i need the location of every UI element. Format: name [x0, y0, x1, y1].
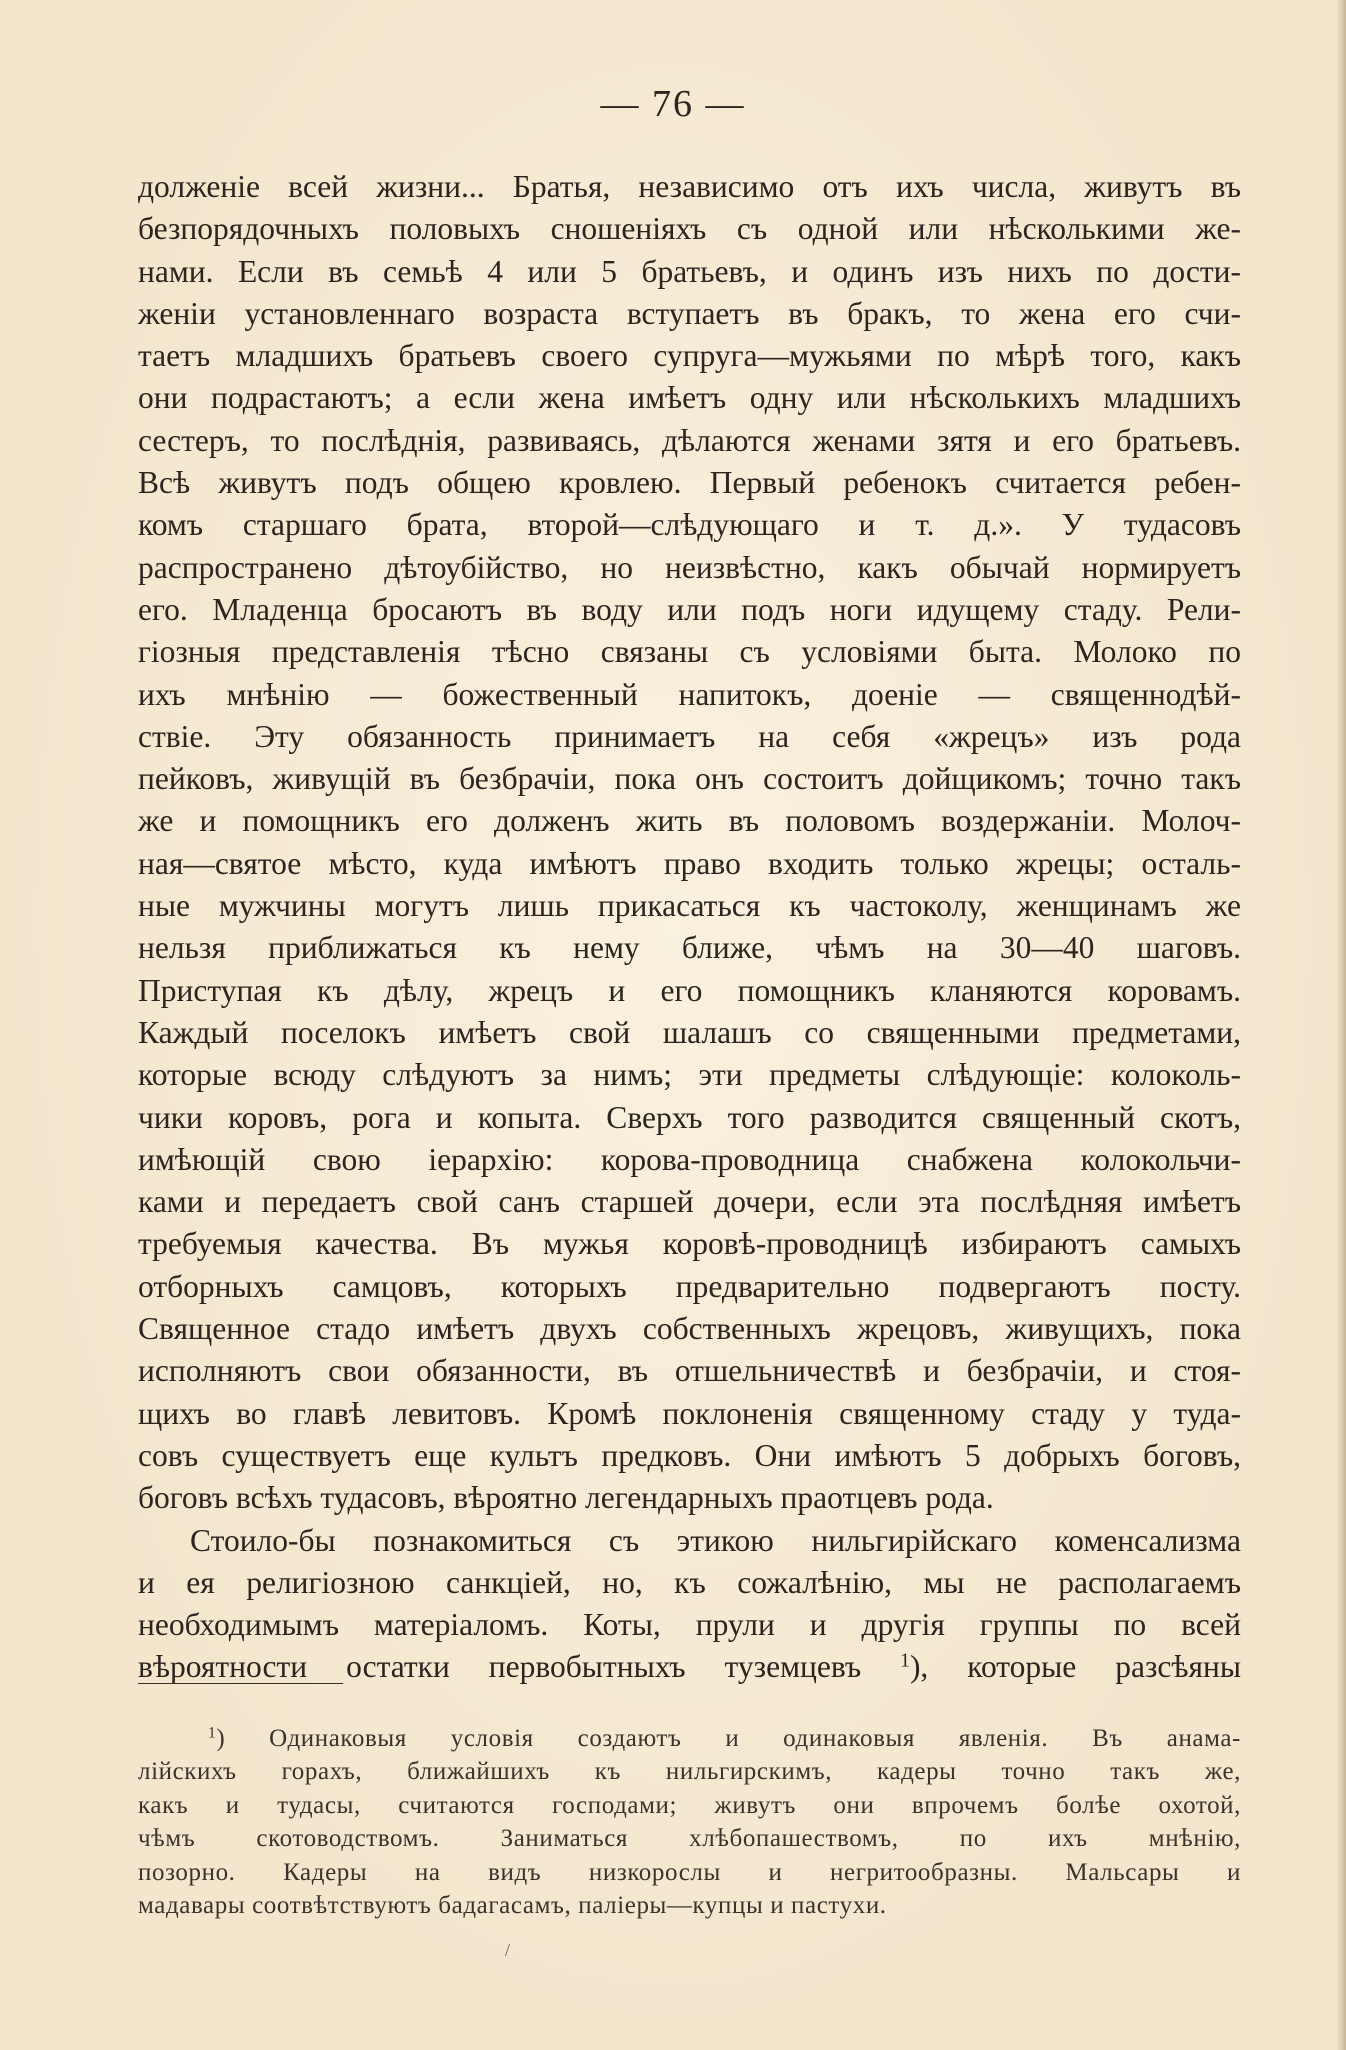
text-line: они подрастаютъ; а если жена имѣетъ одну или нѣсколькихъ младшихъ — [138, 380, 1241, 416]
footnote-line: лійскихъ горахъ, ближайшихъ къ нильгирскимъ, кадеры точно такъ же, — [138, 1758, 1241, 1786]
text-segment: ), которые разсѣяны — [909, 1649, 1242, 1685]
text-line: ихъ мнѣнію — божественный напитокъ, доеніе — священнодѣй- — [138, 676, 1241, 712]
text-line: ные мужчины могутъ лишь прикасаться къ частоколу, женщинамъ же — [138, 888, 1241, 924]
text-line: Всѣ живутъ подъ общею кровлею. Первый ребенокъ считается ребен- — [138, 465, 1241, 501]
text-line: комъ старшаго брата, второй—слѣдующаго и т. д.». У тудасовъ — [138, 507, 1241, 543]
main-text — [138, 166, 1241, 1689]
text-line: которые всюду слѣдуютъ за нимъ; эти предметы слѣдующіе: колоколь- — [138, 1057, 1241, 1093]
text-line: его. Младенца бросаютъ въ воду или подъ ноги идущему стаду. Рели- — [138, 591, 1241, 627]
page-edge-shadow — [1336, 0, 1346, 2050]
text-line: гіозныя представленія тѣсно связаны съ условіями быта. Молоко по — [138, 634, 1241, 670]
text-line: ная—святое мѣсто, куда имѣютъ право входить только жрецы; осталь- — [138, 845, 1241, 881]
footnote-marker: 1 — [208, 1724, 217, 1742]
text-line: чики коровъ, рога и копыта. Сверхъ того разводится священный скотъ, — [138, 1099, 1241, 1135]
text-line: сестеръ, то послѣднія, развиваясь, дѣлаются женами зятя и его братьевъ. — [138, 422, 1241, 458]
footnote-line: мадавары соотвѣтствуютъ бадагасамъ, паліеры—купцы и пастухи. — [138, 1892, 887, 1920]
text-line: исполняютъ свои обязанности, въ отшельничествѣ и безбрачіи, и стоя- — [138, 1353, 1241, 1389]
text-line: щихъ во главѣ левитовъ. Кромѣ поклоненія священному стаду у туда- — [138, 1395, 1241, 1431]
text-line: требуемыя качества. Въ мужья коровѣ-проводницѣ избираютъ самыхъ — [138, 1226, 1241, 1262]
stray-mark: / — [505, 1940, 511, 1960]
footnote-reference: 1 — [900, 1650, 910, 1672]
text-line: Священное стадо имѣетъ двухъ собственныхъ жрецовъ, живущихъ, пока — [138, 1311, 1241, 1347]
footnote-line: какъ и тудасы, считаются господами; живутъ они впрочемъ болѣе охотой, — [138, 1791, 1241, 1819]
page-number: — 76 — — [600, 83, 746, 125]
footnote — [138, 1722, 1241, 1922]
text-line: ками и передаетъ свой санъ старшей дочери, если эта послѣдняя имѣетъ — [138, 1184, 1241, 1220]
text-line: и ея религіозною санкціей, но, къ сожалѣнію, мы не располагаемъ — [138, 1564, 1241, 1600]
text-line: необходимымъ матеріаломъ. Коты, прули и другія группы по всей — [138, 1607, 1241, 1643]
text-line: имѣющій свою іерархію: корова-проводница снабжена колокольчи- — [138, 1141, 1241, 1177]
footnote-line: чѣмъ скотоводствомъ. Заниматься хлѣбопашествомъ, по ихъ мнѣнію, — [138, 1825, 1241, 1853]
text-line: ствіе. Эту обязанность принимаетъ на себя «жрецъ» изъ рода — [138, 718, 1241, 754]
text-line: боговъ всѣхъ тудасовъ, вѣроятно легендарныхъ праотцевъ рода. — [138, 1480, 994, 1516]
text-segment: ) Одинаковыя условія создаютъ и одинаковыя явленія. Въ анама- — [216, 1725, 1241, 1752]
paragraph-start-line: Стоило-бы познакомиться съ этикою нильгирійскаго коменсализма — [190, 1522, 1241, 1558]
text-line: совъ существуетъ еще культъ предковъ. Они имѣютъ 5 добрыхъ боговъ, — [138, 1437, 1241, 1473]
text-line: таетъ младшихъ братьевъ своего супруга—мужьями по мѣрѣ того, какъ — [138, 338, 1241, 374]
text-line: нами. Если въ семьѣ 4 или 5 братьевъ, и одинъ изъ нихъ по дости- — [138, 253, 1241, 289]
text-line: Приступая къ дѣлу, жрецъ и его помощникъ кланяются коровамъ. — [138, 972, 1241, 1008]
text-line: пейковъ, живущій въ безбрачіи, пока онъ состоитъ дойщикомъ; точно такъ — [138, 761, 1241, 797]
text-line: нельзя приближаться къ нему ближе, чѣмъ на 30—40 шаговъ. — [138, 930, 1241, 966]
text-line: Каждый поселокъ имѣетъ свой шалашъ со священными предметами, — [138, 1014, 1241, 1050]
text-line: безпорядочныхъ половыхъ сношеніяхъ съ одной или нѣсколькими же- — [138, 211, 1241, 247]
text-line: распространено дѣтоубійство, но неизвѣстно, какъ обычай нормируетъ — [138, 549, 1241, 585]
text-line: женіи установленнаго возраста вступаетъ въ бракъ, то жена его счи- — [138, 295, 1241, 331]
text-line: отборныхъ самцовъ, которыхъ предварительно подвергаютъ посту. — [138, 1268, 1241, 1304]
text-segment: вѣроятности остатки первобытныхъ туземцевъ — [138, 1649, 901, 1685]
footnote-line: позорно. Кадеры на видъ низкорослы и негритообразны. Мальсары и — [138, 1858, 1241, 1886]
text-line: долженіе всей жизни... Братья, независимо отъ ихъ числа, живутъ въ — [138, 169, 1241, 204]
footnote-separator — [138, 1683, 343, 1684]
text-line: же и помощникъ его долженъ жить въ половомъ воздержаніи. Молоч- — [138, 803, 1241, 839]
footnote-line — [138, 1722, 1241, 1755]
